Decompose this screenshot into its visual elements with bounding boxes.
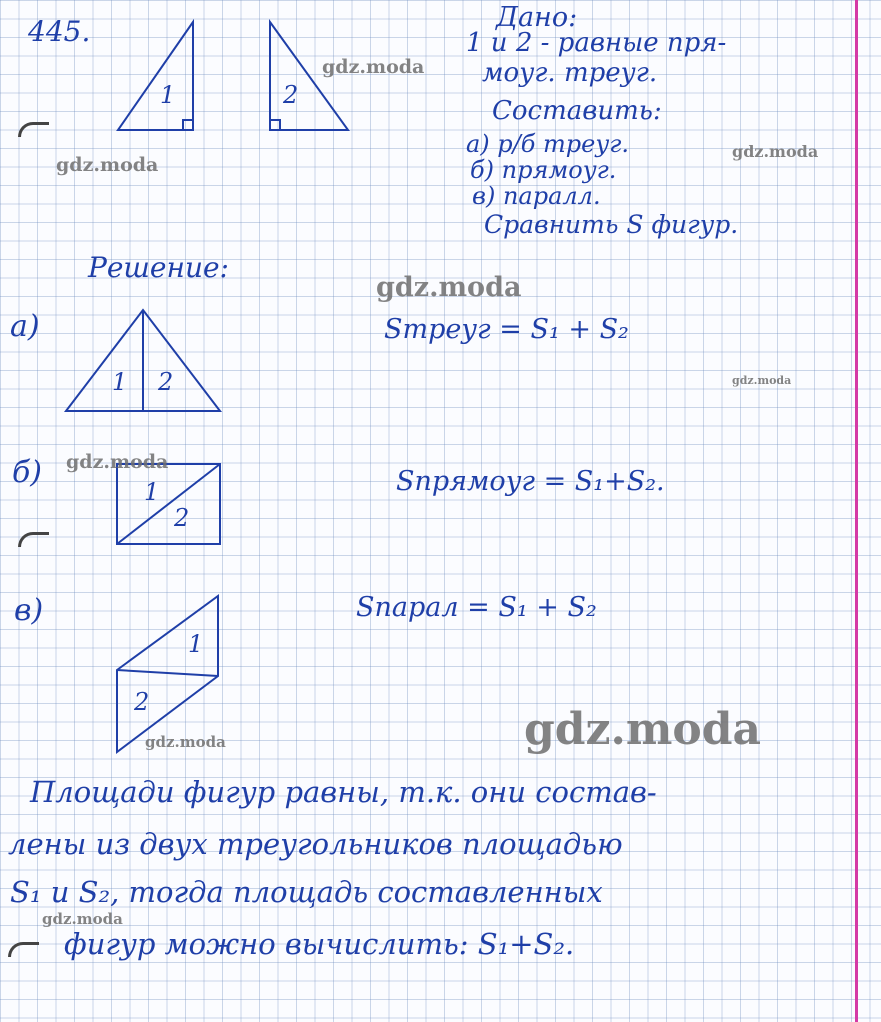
conclusion-line-1: Площади фигур равны, т.к. они состав-: [30, 775, 657, 809]
compose-heading: Составить:: [492, 96, 662, 126]
conclusion-line-2: лены из двух треугольников площадью: [8, 827, 623, 861]
margin-line: [855, 0, 858, 1022]
watermark: gdz.moda: [732, 374, 792, 387]
binder-hole: [8, 942, 39, 957]
rectangle-diagonal: [117, 464, 220, 544]
part-b-label: б): [12, 455, 43, 490]
watermark: gdz.moda: [66, 451, 169, 473]
piece-1-label: 1: [144, 478, 160, 506]
formula-triangle: Sтреуг = S₁ + S₂: [384, 314, 629, 345]
watermark: gdz.moda: [42, 910, 123, 928]
compose-item-a: а) р/б треуг.: [466, 130, 630, 158]
watermark: gdz.moda: [145, 733, 226, 751]
piece-2-label: 2: [174, 504, 190, 532]
conclusion-line-3: S₁ и S₂, тогда площадь составленных: [10, 875, 603, 909]
watermark: gdz.moda: [524, 704, 762, 755]
part-c-label: в): [14, 593, 44, 628]
piece-2-label: 2: [134, 688, 150, 716]
right-angle-mark-1: [183, 120, 193, 130]
formula-parallelogram: Sпарал = S₁ + S₂: [356, 592, 597, 623]
formula-rectangle: Sпрямоуг = S₁+S₂.: [396, 466, 665, 497]
compare-task: Сравнить S фигур.: [484, 210, 739, 239]
conclusion-line-4: фигур можно вычислить: S₁+S₂.: [64, 927, 575, 961]
right-triangle-1: [118, 22, 193, 130]
compose-item-c: в) паралл.: [472, 182, 601, 210]
part-a-label: а): [10, 309, 40, 344]
triangle-1-label: 1: [160, 81, 176, 109]
watermark: gdz.moda: [56, 154, 159, 176]
watermark: gdz.moda: [322, 56, 425, 78]
watermark: gdz.moda: [732, 142, 819, 161]
compose-item-b: б) прямоуг.: [470, 156, 617, 184]
isosceles-triangle-figure: [0, 300, 260, 420]
parallelogram-diagonal: [117, 670, 218, 676]
piece-2-label: 2: [158, 368, 174, 396]
given-triangles-figure: [0, 0, 360, 140]
problem-number: 445.: [28, 15, 91, 48]
piece-1-label: 1: [112, 368, 128, 396]
given-line-2: моуг. треуг.: [482, 58, 658, 88]
triangle-2-label: 2: [283, 81, 299, 109]
right-angle-mark-2: [270, 120, 280, 130]
given-heading: Дано:: [496, 2, 578, 33]
piece-1-label: 1: [188, 630, 204, 658]
watermark: gdz.moda: [376, 272, 522, 303]
given-line-1: 1 и 2 - равные пря-: [466, 28, 727, 58]
solution-heading: Решение:: [88, 251, 229, 284]
